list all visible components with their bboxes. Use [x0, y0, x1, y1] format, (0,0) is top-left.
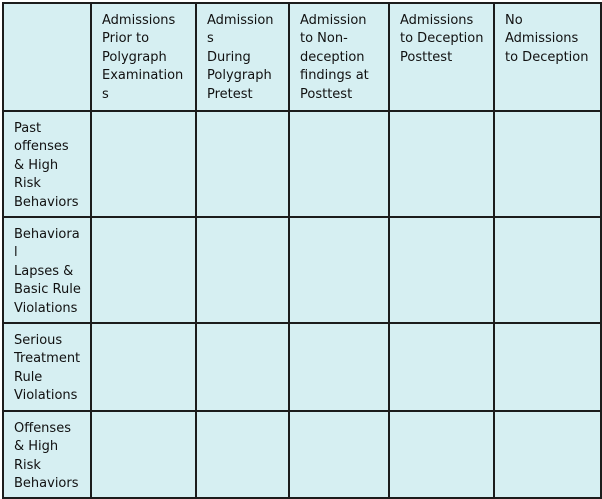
- row-label: Serious Treatment Rule Violations: [3, 323, 91, 411]
- row-label: Past offenses & High Risk Behaviors: [3, 111, 91, 217]
- table-cell: [91, 411, 196, 499]
- table-cell: [494, 411, 601, 499]
- table-row: [3, 411, 601, 499]
- table-cell: [196, 111, 289, 217]
- header-corner-cell: [3, 3, 91, 111]
- table-cell: [91, 323, 196, 411]
- table-cell: [494, 323, 601, 411]
- table-cell: [494, 111, 601, 217]
- row-label: Behavioral Lapses & Basic Rule Violations: [3, 217, 91, 323]
- table-cell: [91, 217, 196, 323]
- header-admissions-pretest: Admissions During Polygraph Pretest: [196, 3, 289, 111]
- header-row: [3, 3, 601, 111]
- table-cell: [389, 323, 494, 411]
- header-no-admissions: No Admissions to Deception: [494, 3, 601, 111]
- table-row: [3, 111, 601, 217]
- table-row: [3, 217, 601, 323]
- table-cell: [196, 323, 289, 411]
- table-cell: [289, 111, 389, 217]
- table-row: [3, 323, 601, 411]
- table-cell: [389, 111, 494, 217]
- header-admissions-prior: Admissions Prior to Polygraph Examinations: [91, 3, 196, 111]
- table-cell: [91, 111, 196, 217]
- table-cell: [289, 217, 389, 323]
- table-cell: [196, 217, 289, 323]
- row-label: Offenses & High Risk Behaviors: [3, 411, 91, 499]
- table-cell: [389, 411, 494, 499]
- table-cell: [494, 217, 601, 323]
- table-cell: [289, 411, 389, 499]
- table-cell: [389, 217, 494, 323]
- polygraph-admissions-table: [2, 2, 602, 499]
- header-admissions-deception: Admissions to Deception Posttest: [389, 3, 494, 111]
- table-cell: [289, 323, 389, 411]
- header-admission-nondeception: Admission to Non- deception findings at Posttest: [289, 3, 389, 111]
- table-cell: [196, 411, 289, 499]
